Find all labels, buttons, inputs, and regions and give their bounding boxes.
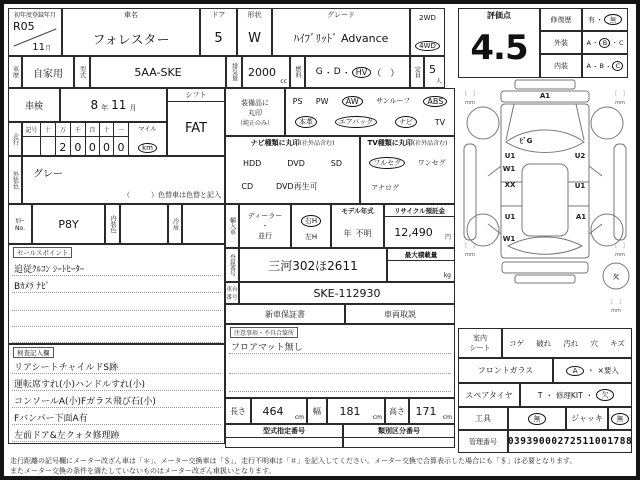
bracket-bl-unit: mm <box>465 252 475 258</box>
bracket-tr: 〔 〕 <box>610 91 630 98</box>
footer-line-2: またメーター交換の条件を満たしていないものはメーター改ざん車扱いとなります。 <box>10 467 276 475</box>
capacity-value: 5 <box>429 62 436 76</box>
import-dot: ・ <box>261 222 269 230</box>
mileage-col-man: 万 <box>56 123 71 136</box>
ext-a: A <box>586 38 591 47</box>
ext-color-label-cell <box>8 156 22 204</box>
equipment-label-1: 装備品に <box>241 98 269 107</box>
chassis-label-1: 車台 <box>226 287 238 293</box>
chassis-label-cell <box>225 282 239 304</box>
warranty-cell: 新車保証書 <box>225 304 345 324</box>
front-glass-label: フロントガラス <box>458 358 553 383</box>
repair-history-value <box>582 8 628 31</box>
glass-x-note: ×要入 <box>597 366 619 375</box>
door-label: ドア <box>211 11 226 19</box>
roof-panel <box>522 164 568 236</box>
tools-label: 工具 <box>458 407 508 430</box>
model-year-label: モデル年式 <box>341 207 374 215</box>
caution-line-1: フロアマット無し <box>229 339 451 354</box>
model-year-unit: 年 <box>343 228 352 238</box>
mileage-digit: 0 <box>114 137 129 158</box>
fuel-hv-circled: HV <box>352 67 372 78</box>
car-damage-diagram <box>456 78 634 326</box>
bracket-spare: 〔 〕 <box>606 299 626 306</box>
history-label: 車歴 <box>11 66 19 78</box>
height-unit: cm <box>442 414 452 421</box>
mileage-label: 走行 <box>11 133 19 145</box>
chassis-value: SKE-112930 <box>239 282 455 304</box>
equip-ps: PS <box>292 96 303 106</box>
seat-stain: 汚れ <box>563 338 579 348</box>
fuel-dot2: ・ <box>341 68 351 79</box>
wheel-front-left <box>467 107 499 139</box>
ext-b-circled: B <box>599 38 610 48</box>
handle-cell <box>291 204 331 248</box>
drive-4wd-circled: 4WD <box>415 41 440 51</box>
max-load-cell <box>387 248 455 282</box>
tools-none-circled: 無 <box>528 413 546 425</box>
mileage-col-ju: 十 <box>100 123 114 136</box>
repair-dot: ・ <box>596 15 603 24</box>
mark-right-3: A1 <box>575 213 587 221</box>
color-no-label-cell <box>8 204 32 244</box>
chassis-label-2: 番号 <box>226 295 238 301</box>
navi-cd: CD <box>241 182 254 191</box>
capacity-cell <box>424 56 445 88</box>
wheel-rear-right <box>591 214 623 246</box>
tv-analog: アナログ <box>371 184 399 192</box>
equip-navi-circled: ナビ <box>395 116 417 128</box>
door-value: 5 <box>214 30 223 46</box>
shift-cell <box>167 88 225 156</box>
fuel-label: 燃料 <box>294 66 301 78</box>
wheel-rear-left <box>467 214 499 246</box>
manual-cell: 車両取説 <box>345 304 455 324</box>
color-no-value: P8Y <box>32 204 105 244</box>
mark-left-2: W1 <box>502 165 516 173</box>
first-reg-month: 11 <box>32 42 45 53</box>
bracket-br-unit: mm <box>615 252 625 258</box>
bracket-bl: 〔 〕 <box>460 243 480 250</box>
navi-hdd: HDD <box>242 159 262 168</box>
month-unit: 月 <box>44 45 51 52</box>
cautions-section <box>225 324 455 398</box>
capacity-label-cell <box>410 56 424 88</box>
tools-value <box>508 407 566 430</box>
score-label: 評価点 <box>487 11 511 20</box>
car-name-cell <box>62 8 200 56</box>
type-designation-cell <box>225 424 343 448</box>
equip-abs-circled: ABS <box>423 96 447 107</box>
hood-lines <box>506 104 584 140</box>
equip-aw-circled: AW <box>342 96 363 107</box>
jack-value <box>608 407 632 430</box>
mark-right-2: U1 <box>574 182 586 190</box>
length-cell <box>251 398 307 424</box>
mark-left-4: U1 <box>504 213 516 221</box>
int-color-label: 内装色 <box>109 215 116 233</box>
seat-tear: 破れ <box>536 338 552 348</box>
door-cell <box>200 8 237 56</box>
displacement-cell <box>242 56 290 88</box>
shift-label: シフト <box>168 90 224 102</box>
equip-sunroof: サンルーフ <box>376 97 411 105</box>
mgmt-no-label: 管理番号 <box>458 430 508 453</box>
equipment-items-cell <box>285 88 455 136</box>
shape-cell <box>237 8 272 56</box>
model-code-value: 5AA-SKE <box>90 56 226 88</box>
ext-color-note: （ ）色替車は色替と記入 <box>123 191 221 199</box>
mark-left-5: W1 <box>502 235 516 243</box>
rear-window <box>508 237 582 254</box>
interior-grade-label: 内装 <box>540 54 582 78</box>
ext-color-label: 外装色 <box>11 171 19 189</box>
fuel-dot1: ・ <box>323 68 333 79</box>
navi-type-cell <box>225 136 360 204</box>
exterior-grade-value <box>582 31 628 54</box>
footer-line-1: 走行距離の記号欄にメーター改ざん車は「＊」、メーター交換車は「＄」、走行不明車は「＃」を記入してください。メーター交換で合算表示した場合にも「＄」は必要となります。 <box>10 457 577 465</box>
repair-no-circled: 無 <box>604 14 622 25</box>
capacity-unit: 人 <box>435 78 442 85</box>
glass-dot: ・ <box>587 366 595 375</box>
model-year-cell <box>331 204 384 248</box>
ext-dot1: ・ <box>591 39 599 47</box>
front-bumper-top <box>515 80 575 89</box>
length-unit: cm <box>294 414 304 421</box>
max-load-label: 最大積載量 <box>388 250 454 261</box>
note-line-5: 左前ドア&左クォタ修理跡 <box>12 427 221 442</box>
grade-cell <box>272 8 410 56</box>
sales-line-2: Bｶﾒﾗ ﾅﾋﾞ <box>12 278 221 293</box>
ext-dot2: ・ <box>611 39 618 47</box>
tv-fullseg-circled: フルセグ <box>369 157 405 169</box>
color-no-label2: No. <box>15 225 25 232</box>
repair-history-label: 修復歴 <box>540 8 582 31</box>
seat-label-2: シート <box>469 344 491 352</box>
color-no-label1: ｶﾗｰ <box>15 218 25 225</box>
navi-type-sub: (社外品含む) <box>299 140 335 147</box>
mileage-col-sen: 千 <box>71 123 86 136</box>
caution-line-empty <box>229 358 451 374</box>
cautions-tag: 注意事項・不具合箇所 <box>230 327 298 338</box>
shaken-label-cell: 車検 <box>8 88 60 122</box>
car-name-label: 車名 <box>124 11 138 19</box>
ext-color-value: グレー <box>33 169 63 180</box>
tv-type-sub: (社外品含む) <box>412 140 448 147</box>
recycle-label: リサイクル預託金 <box>385 206 454 217</box>
mileage-col-hyaku: 百 <box>86 123 100 136</box>
reg-no-value: 三河302ほ2611 <box>239 248 387 282</box>
import-label: 輸入車 <box>228 217 236 235</box>
bracket-tr-unit: mm <box>615 100 625 106</box>
glass-a-circled: A <box>566 366 584 376</box>
ac-label-cell <box>168 204 182 244</box>
sales-line-1: 追従ｸﾙｺﾝ ｼｰﾄﾋｰﾀｰ <box>12 261 221 276</box>
mileage-digit <box>41 137 56 158</box>
bracket-br: 〔 〕 <box>610 243 630 250</box>
ac-label: 冷房 <box>171 218 179 230</box>
navi-sd: SD <box>330 159 343 168</box>
mileage-col-kigo: 記号 <box>23 123 41 136</box>
jack-label: ジャッキ <box>566 407 608 430</box>
mileage-digit: 0 <box>86 137 100 158</box>
rear-bumper <box>502 262 588 273</box>
shift-value: FAT <box>184 120 208 136</box>
capacity-label: 定員 <box>413 66 421 78</box>
reg-no-label-cell <box>225 248 239 282</box>
int-dot2: ・ <box>604 62 612 71</box>
spare-missing-circled: 欠 <box>596 389 614 401</box>
import-label-cell <box>225 204 239 248</box>
right-sill <box>614 144 626 240</box>
score-cell <box>458 8 540 78</box>
history-label-cell <box>8 56 22 88</box>
mgmt-no-value: 03939000272511001788 <box>508 430 632 453</box>
mark-spare-missing: 欠 <box>612 274 620 281</box>
import-parallel: 並行 <box>258 232 272 240</box>
width-label: 幅 <box>307 398 327 424</box>
mark-left-3: XX <box>504 181 516 189</box>
sales-line-empty <box>12 311 221 327</box>
bracket-tl: 〔 〕 <box>460 91 480 98</box>
class-number-cell <box>343 424 455 448</box>
spare-dot2: ・ <box>585 390 594 400</box>
note-line-3: コンソールA(小)Fガラス飛び石(小) <box>12 393 221 408</box>
tv-type-header: TV種類に丸印 <box>367 139 413 147</box>
equip-leather-circled: 本革 <box>295 116 317 128</box>
mark-right-1: U2 <box>574 152 586 160</box>
mileage-col-ichi: 一 <box>114 123 129 136</box>
left-sill <box>464 144 476 240</box>
sales-points-tag: セールスポイント <box>13 247 72 258</box>
mileage-grid <box>22 122 167 156</box>
recycle-value: 12,490 <box>394 225 433 239</box>
max-load-unit: kg <box>443 272 451 279</box>
spare-tire-label: スペアタイヤ <box>458 383 520 407</box>
int-color-label-cell <box>105 204 120 244</box>
mark-windshield: ﾋﾞG <box>519 137 533 145</box>
fuel-value-cell <box>305 56 410 88</box>
caution-line-empty <box>229 376 451 392</box>
door-fold-lines <box>488 166 602 234</box>
bracket-tl-unit: mm <box>465 100 475 106</box>
equipment-label-cell <box>225 88 285 136</box>
grade-label: グレード <box>327 11 355 19</box>
shaken-value-cell <box>60 88 167 122</box>
km-unit-circled: km <box>138 143 157 153</box>
int-c-circled: C <box>612 61 623 71</box>
car-name-value: フォレスター <box>92 32 170 48</box>
front-glass-value <box>553 358 632 383</box>
navi-dvd-play: DVD再生可 <box>275 182 318 191</box>
mark-front: A1 <box>539 92 551 100</box>
drive-2wd: 2WD <box>419 14 436 22</box>
class-number-label: 類別区分番号 <box>344 426 454 438</box>
jack-none-circled: 無 <box>611 413 629 425</box>
seat-burn: コゲ <box>509 338 525 348</box>
score-value: 4.5 <box>470 28 528 68</box>
spare-kit: 修理KIT <box>555 390 583 400</box>
mileage-digit: 2 <box>56 137 71 158</box>
seat-condition-cell <box>502 328 632 358</box>
shaken-month: 11 <box>111 98 127 112</box>
ext-c: C <box>618 38 624 47</box>
reg-no-label: 登録番号 <box>229 254 235 276</box>
type-designation-label: 型式指定番号 <box>226 426 342 438</box>
drive-cell <box>410 8 445 56</box>
windshield <box>506 130 584 153</box>
navi-type-header: ナビ種類に丸印 <box>250 139 300 147</box>
repair-yes: 有 <box>588 15 595 24</box>
sales-line-empty <box>12 327 221 343</box>
mileage-label-cell <box>8 122 22 156</box>
int-color-value-cell <box>120 204 168 244</box>
equipment-label-2: 丸印 <box>248 108 262 117</box>
seat-label-cell <box>458 328 502 358</box>
ext-color-cell <box>22 156 225 204</box>
exterior-grade-label: 外装 <box>540 31 582 54</box>
spare-tire-value <box>520 383 632 407</box>
width-cell <box>327 398 385 424</box>
mile-label: マイル <box>138 126 157 133</box>
sales-line-empty <box>12 295 221 311</box>
equip-tv: TV <box>434 117 446 127</box>
note-line-2: 運転席すれ(小)ハンドルすれ(小) <box>12 376 221 391</box>
width-value: 181 <box>339 404 361 418</box>
height-value: 171 <box>415 404 437 418</box>
bracket-spare-unit: mm <box>611 308 621 314</box>
grade-value: ﾊｲﾌﾞﾘｯﾄﾞ Advance <box>293 32 389 45</box>
int-dot1: ・ <box>591 62 599 71</box>
note-line-1: リアシートチャイルドS跡 <box>12 359 221 374</box>
displacement-value: 2000 <box>248 65 276 79</box>
shaken-year: 8 <box>90 98 99 112</box>
inspector-notes-section <box>8 344 225 444</box>
model-code-label: 型式 <box>78 66 86 78</box>
int-b: B <box>599 62 604 70</box>
length-value: 464 <box>262 404 284 418</box>
int-a: A <box>586 62 591 70</box>
mileage-digit <box>23 137 41 158</box>
import-dealer-cell <box>239 204 291 248</box>
ac-value-cell <box>182 204 225 244</box>
note-line-4: Fバンパー下面A有 <box>12 410 221 425</box>
displacement-label-cell <box>226 56 242 88</box>
seat-scratch: キズ <box>610 338 625 348</box>
first-reg-label: 初年度登録年月 <box>13 12 56 19</box>
shaken-month-unit: 月 <box>129 104 137 112</box>
height-cell <box>409 398 455 424</box>
wheel-front-right <box>591 107 623 139</box>
navi-dvd: DVD <box>287 159 305 168</box>
displacement-label: 排気量 <box>230 63 238 81</box>
mileage-col-10man: 十 <box>41 123 56 136</box>
inspector-notes-tag: 検査記入欄 <box>13 347 54 358</box>
shape-label: 形状 <box>247 11 262 19</box>
fuel-label-cell <box>290 56 305 88</box>
equip-pw: PW <box>315 96 329 106</box>
equip-airbag-circled: エアバック <box>335 116 377 128</box>
spare-dot1: ・ <box>545 390 553 400</box>
import-dealer: ディーラー <box>247 212 283 220</box>
recycle-cell <box>384 204 455 248</box>
spare-t: T <box>537 390 543 400</box>
shaken-year-unit: 年 <box>101 104 109 112</box>
sales-points-section <box>8 244 225 344</box>
fuel-gasoline: G <box>315 67 323 77</box>
mark-left-1: U1 <box>504 152 516 160</box>
height-label: 高さ <box>385 398 409 424</box>
fuel-diesel: D <box>333 67 341 77</box>
tv-oneseg: ワンセグ <box>417 159 446 167</box>
first-registration-cell <box>8 8 62 56</box>
seat-label-1: 室内 <box>473 334 487 342</box>
shape-value: W <box>248 30 261 46</box>
displacement-unit: cc <box>280 78 287 85</box>
history-value: 自家用 <box>22 56 74 88</box>
tv-type-cell <box>360 136 455 204</box>
interior-grade-value <box>582 54 628 78</box>
handle-rh-circled: 右H <box>301 215 321 227</box>
model-code-label-cell <box>74 56 90 88</box>
rear-bumper-bottom <box>515 275 575 283</box>
model-year-value: 不明 <box>355 228 372 238</box>
first-reg-era: R05 <box>13 20 35 33</box>
fuel-paren: （ ） <box>372 68 400 79</box>
width-unit: cm <box>372 414 382 421</box>
length-label: 長さ <box>225 398 251 424</box>
mileage-digit: 0 <box>71 137 86 158</box>
recycle-unit: 円 <box>444 234 451 241</box>
equipment-label-3: （純正のみ） <box>236 119 273 127</box>
mileage-digit: 0 <box>100 137 114 158</box>
seat-hole: 穴 <box>590 338 598 348</box>
handle-lh: 左H <box>304 233 318 241</box>
